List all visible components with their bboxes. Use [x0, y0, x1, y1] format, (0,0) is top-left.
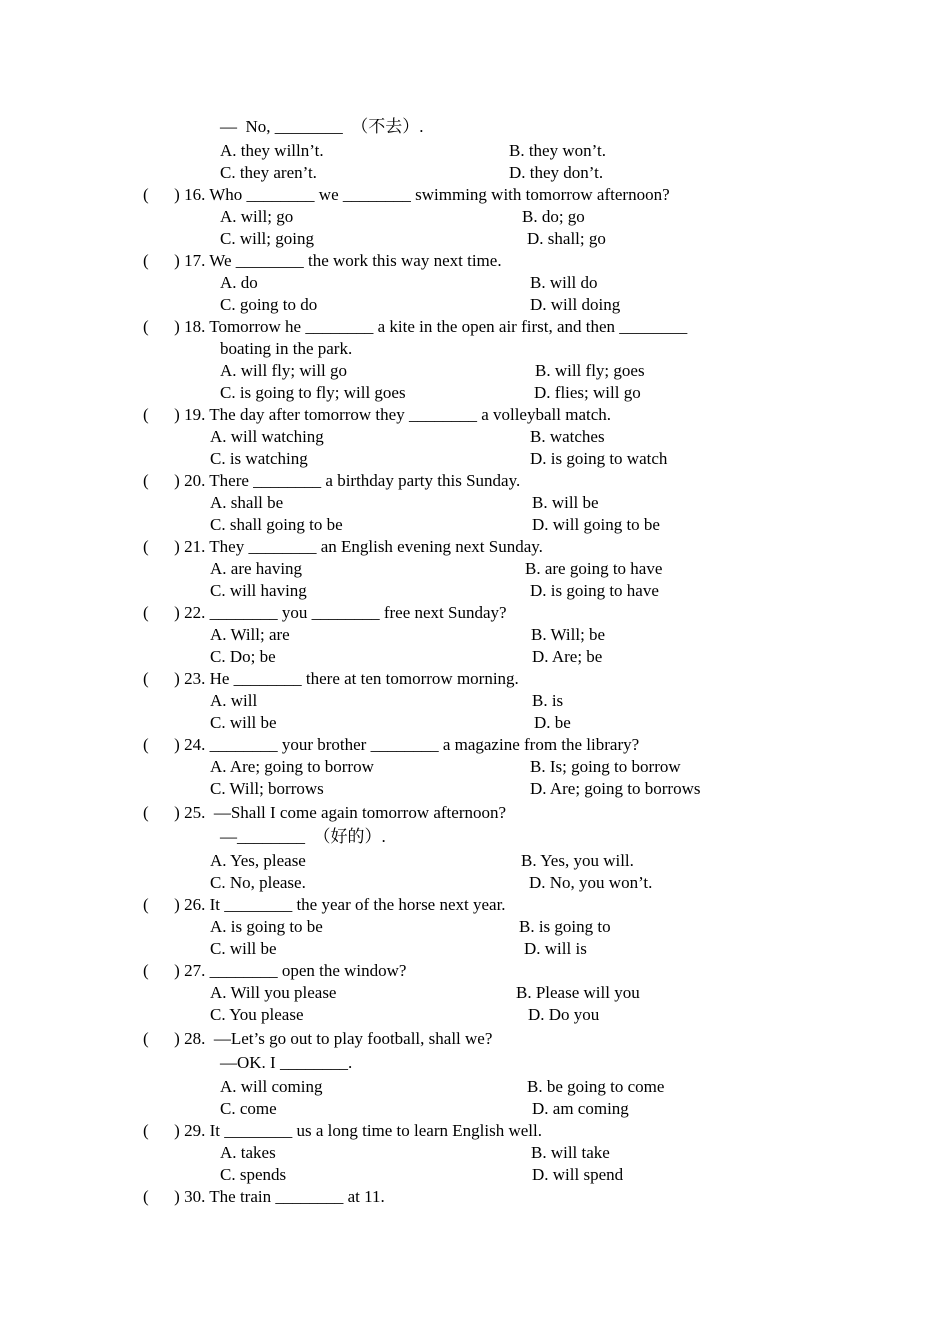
text-line: ( ) 20. There ________ a birthday party this Sunday. — [143, 471, 521, 490]
text-line: D. flies; will go — [534, 383, 641, 402]
text-line: ( ) 26. It ________ the year of the horse next year. — [143, 895, 506, 914]
text-line: ( ) 24. ________ your brother ________ a magazine from the library? — [143, 735, 640, 754]
text-line: A. is going to be — [210, 917, 323, 936]
text-line: D. will doing — [530, 295, 621, 314]
text-line: B. will be — [532, 493, 599, 512]
text-line: D. will is — [524, 939, 587, 958]
text-line: A. will watching — [210, 427, 324, 446]
text-line: B. will take — [531, 1143, 610, 1162]
text-line: C. will having — [210, 581, 307, 600]
text-line: C. come — [220, 1099, 277, 1118]
text-line: C. is watching — [210, 449, 308, 468]
text-line: —________ （好的）. — [220, 827, 386, 846]
text-line: A. Yes, please — [210, 851, 306, 870]
text-line: D. is going to watch — [530, 449, 668, 468]
text-line: D. No, you won’t. — [529, 873, 653, 892]
text-line: B. is — [532, 691, 564, 710]
text-line: —OK. I ________. — [220, 1053, 353, 1072]
text-line: A. will fly; will go — [220, 361, 348, 380]
text-line: C. Will; borrows — [210, 779, 324, 798]
text-line: C. shall going to be — [210, 515, 343, 534]
text-line: A. shall be — [210, 493, 284, 512]
text-line: ( ) 29. It ________ us a long time to learn English well. — [143, 1121, 542, 1140]
text-line: D. is going to have — [530, 581, 659, 600]
text-line: B. be going to come — [527, 1077, 665, 1096]
text-line: ( ) 22. ________ you ________ free next Sunday? — [143, 603, 507, 622]
text-line: — No, ________ （不去）. — [220, 117, 424, 136]
text-line: B. will fly; goes — [535, 361, 645, 380]
text-line: D. will spend — [532, 1165, 624, 1184]
text-line: C. will be — [210, 939, 277, 958]
text-line: C. Do; be — [210, 647, 276, 666]
text-line: ( ) 17. We ________ the work this way next time. — [143, 251, 502, 270]
text-line: A. they willn’t. — [220, 141, 324, 160]
text-line: D. they don’t. — [509, 163, 604, 182]
text-line: D. Do you — [528, 1005, 600, 1024]
text-line: ( ) 27. ________ open the window? — [143, 961, 407, 980]
text-line: A. will — [210, 691, 258, 710]
text-line: D. am coming — [532, 1099, 629, 1118]
text-line: C. You please — [210, 1005, 304, 1024]
text-line: A. are having — [210, 559, 303, 578]
text-line: ( ) 19. The day after tomorrow they ________ a volleyball match. — [143, 405, 612, 424]
text-line: C. will be — [210, 713, 277, 732]
text-line: A. Are; going to borrow — [210, 757, 374, 776]
text-line: C. will; going — [220, 229, 314, 248]
text-line: B. will do — [530, 273, 598, 292]
text-line: D. will going to be — [532, 515, 660, 534]
text-line: ( ) 16. Who ________ we ________ swimming with tomorrow afternoon? — [143, 185, 670, 204]
text-line: D. be — [534, 713, 571, 732]
text-line: B. are going to have — [525, 559, 663, 578]
text-line: B. Is; going to borrow — [530, 757, 681, 776]
text-line: C. they aren’t. — [220, 163, 317, 182]
text-line: ( ) 25. —Shall I come again tomorrow afternoon? — [143, 803, 507, 822]
text-line: B. do; go — [522, 207, 585, 226]
text-line: B. watches — [530, 427, 605, 446]
text-line: C. is going to fly; will goes — [220, 383, 406, 402]
text-line: C. No, please. — [210, 873, 306, 892]
text-line: ( ) 28. —Let’s go out to play football, shall we? — [143, 1029, 493, 1048]
text-line: D. shall; go — [527, 229, 606, 248]
text-line: C. going to do — [220, 295, 318, 314]
text-line: B. Please will you — [516, 983, 640, 1002]
text-line: A. takes — [220, 1143, 276, 1162]
text-line: D. Are; be — [532, 647, 603, 666]
text-line: ( ) 30. The train ________ at 11. — [143, 1187, 385, 1206]
text-line: D. Are; going to borrows — [530, 779, 701, 798]
text-line: ( ) 21. They ________ an English evening next Sunday. — [143, 537, 543, 556]
text-line: C. spends — [220, 1165, 287, 1184]
text-line: A. will; go — [220, 207, 294, 226]
text-line: ( ) 23. He ________ there at ten tomorrow morning. — [143, 669, 519, 688]
text-line: B. is going to — [519, 917, 611, 936]
text-line: B. Yes, you will. — [521, 851, 634, 870]
text-line: B. they won’t. — [509, 141, 606, 160]
text-line: A. will coming — [220, 1077, 323, 1096]
text-line: A. Will; are — [210, 625, 290, 644]
text-line: boating in the park. — [220, 339, 353, 358]
text-line: B. Will; be — [531, 625, 606, 644]
text-line: ( ) 18. Tomorrow he ________ a kite in the open air first, and then ________ — [143, 317, 688, 336]
text-line: A. Will you please — [210, 983, 337, 1002]
text-line: A. do — [220, 273, 258, 292]
